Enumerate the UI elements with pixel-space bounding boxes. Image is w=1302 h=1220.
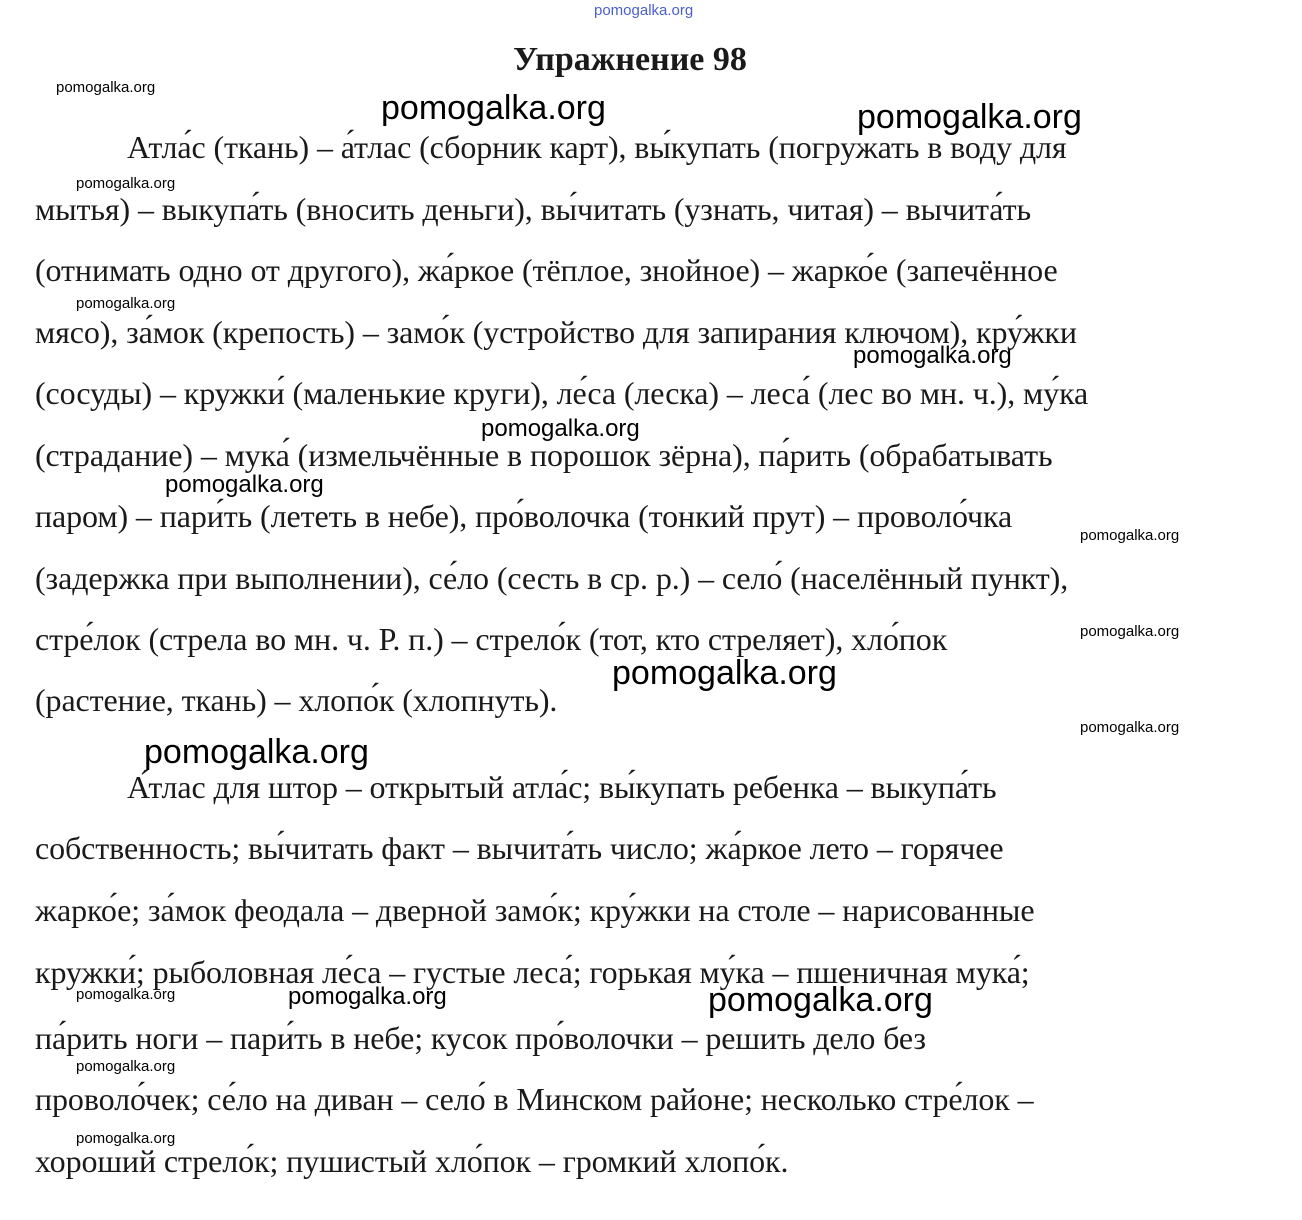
text-line: (страдание) – мука́ (измельчённые в порошок зёрна), па́рить (обрабатывать [35, 437, 1053, 473]
watermark: pomogalka.org [857, 98, 1082, 136]
text-line: собственность; вы́читать факт – вычита́ть число; жа́ркое лето – горячее [35, 830, 1004, 866]
watermark: pomogalka.org [481, 415, 640, 442]
watermark: pomogalka.org [612, 654, 837, 692]
watermark: pomogalka.org [76, 175, 176, 192]
watermark: pomogalka.org [144, 733, 369, 771]
watermark: pomogalka.org [76, 986, 176, 1003]
watermark: pomogalka.org [381, 89, 606, 127]
text-line: паром) – пари́ть (лететь в небе), про́волочка (тонкий прут) – проволо́чка [35, 498, 1013, 534]
watermark-top: pomogalka.org [594, 2, 694, 19]
text-line: (отнимать одно от другого), жа́ркое (тёплое, знойное) – жарко́е (запечённое [35, 252, 1058, 288]
watermark: pomogalka.org [1080, 623, 1180, 640]
text-line: мясо), за́мок (крепость) – замо́к (устройство для запирания ключом), кру́жки [35, 314, 1077, 350]
watermark: pomogalka.org [76, 295, 176, 312]
watermark: pomogalka.org [165, 471, 324, 498]
text-line: проволо́чек; се́ло на диван – село́ в Минском районе; несколько стре́лок – [35, 1081, 1034, 1117]
watermark: pomogalka.org [708, 981, 933, 1019]
watermark: pomogalka.org [853, 342, 1012, 369]
text-line: па́рить ноги – пари́ть в небе; кусок про́волочки – решить дело без [35, 1020, 926, 1056]
text-line: (сосуды) – кружки́ (маленькие круги), ле́са (леска) – леса́ (лес во мн. ч.), му́ка [35, 375, 1089, 411]
text-line: (задержка при выполнении), се́ло (сесть в ср. р.) – село́ (населённый пункт), [35, 560, 1069, 596]
watermark: pomogalka.org [1080, 719, 1180, 736]
exercise-title: Упражнение 98 [513, 41, 747, 78]
text-line: Атла́с (ткань) – а́тлас (сборник карт), вы́купать (погружать в воду для [127, 129, 1067, 165]
text-line: мытья) – выкупа́ть (вносить деньги), вы́читать (узнать, читая) – вычита́ть [35, 191, 1031, 227]
text-line: кружки́; рыболовная ле́са – густые леса́; горькая му́ка – пшеничная мука́; [35, 954, 1030, 990]
watermark: pomogalka.org [76, 1130, 176, 1147]
watermark: pomogalka.org [56, 79, 156, 96]
watermark: pomogalka.org [76, 1058, 176, 1075]
text-line: (растение, ткань) – хлопо́к (хлопнуть). [35, 682, 558, 718]
watermark: pomogalka.org [288, 983, 447, 1010]
text-line: стре́лок (стрела во мн. ч. Р. п.) – стрело́к (тот, кто стреляет), хло́пок [35, 621, 948, 657]
text-line: хороший стрело́к; пушистый хло́пок – громкий хлопо́к. [35, 1143, 789, 1179]
watermark: pomogalka.org [1080, 527, 1180, 544]
text-line: А́тлас для штор – открытый атла́с; вы́купать ребенка – выкупа́ть [127, 769, 997, 805]
text-line: жарко́е; за́мок феодала – дверной замо́к; кру́жки на столе – нарисованные [35, 892, 1035, 928]
